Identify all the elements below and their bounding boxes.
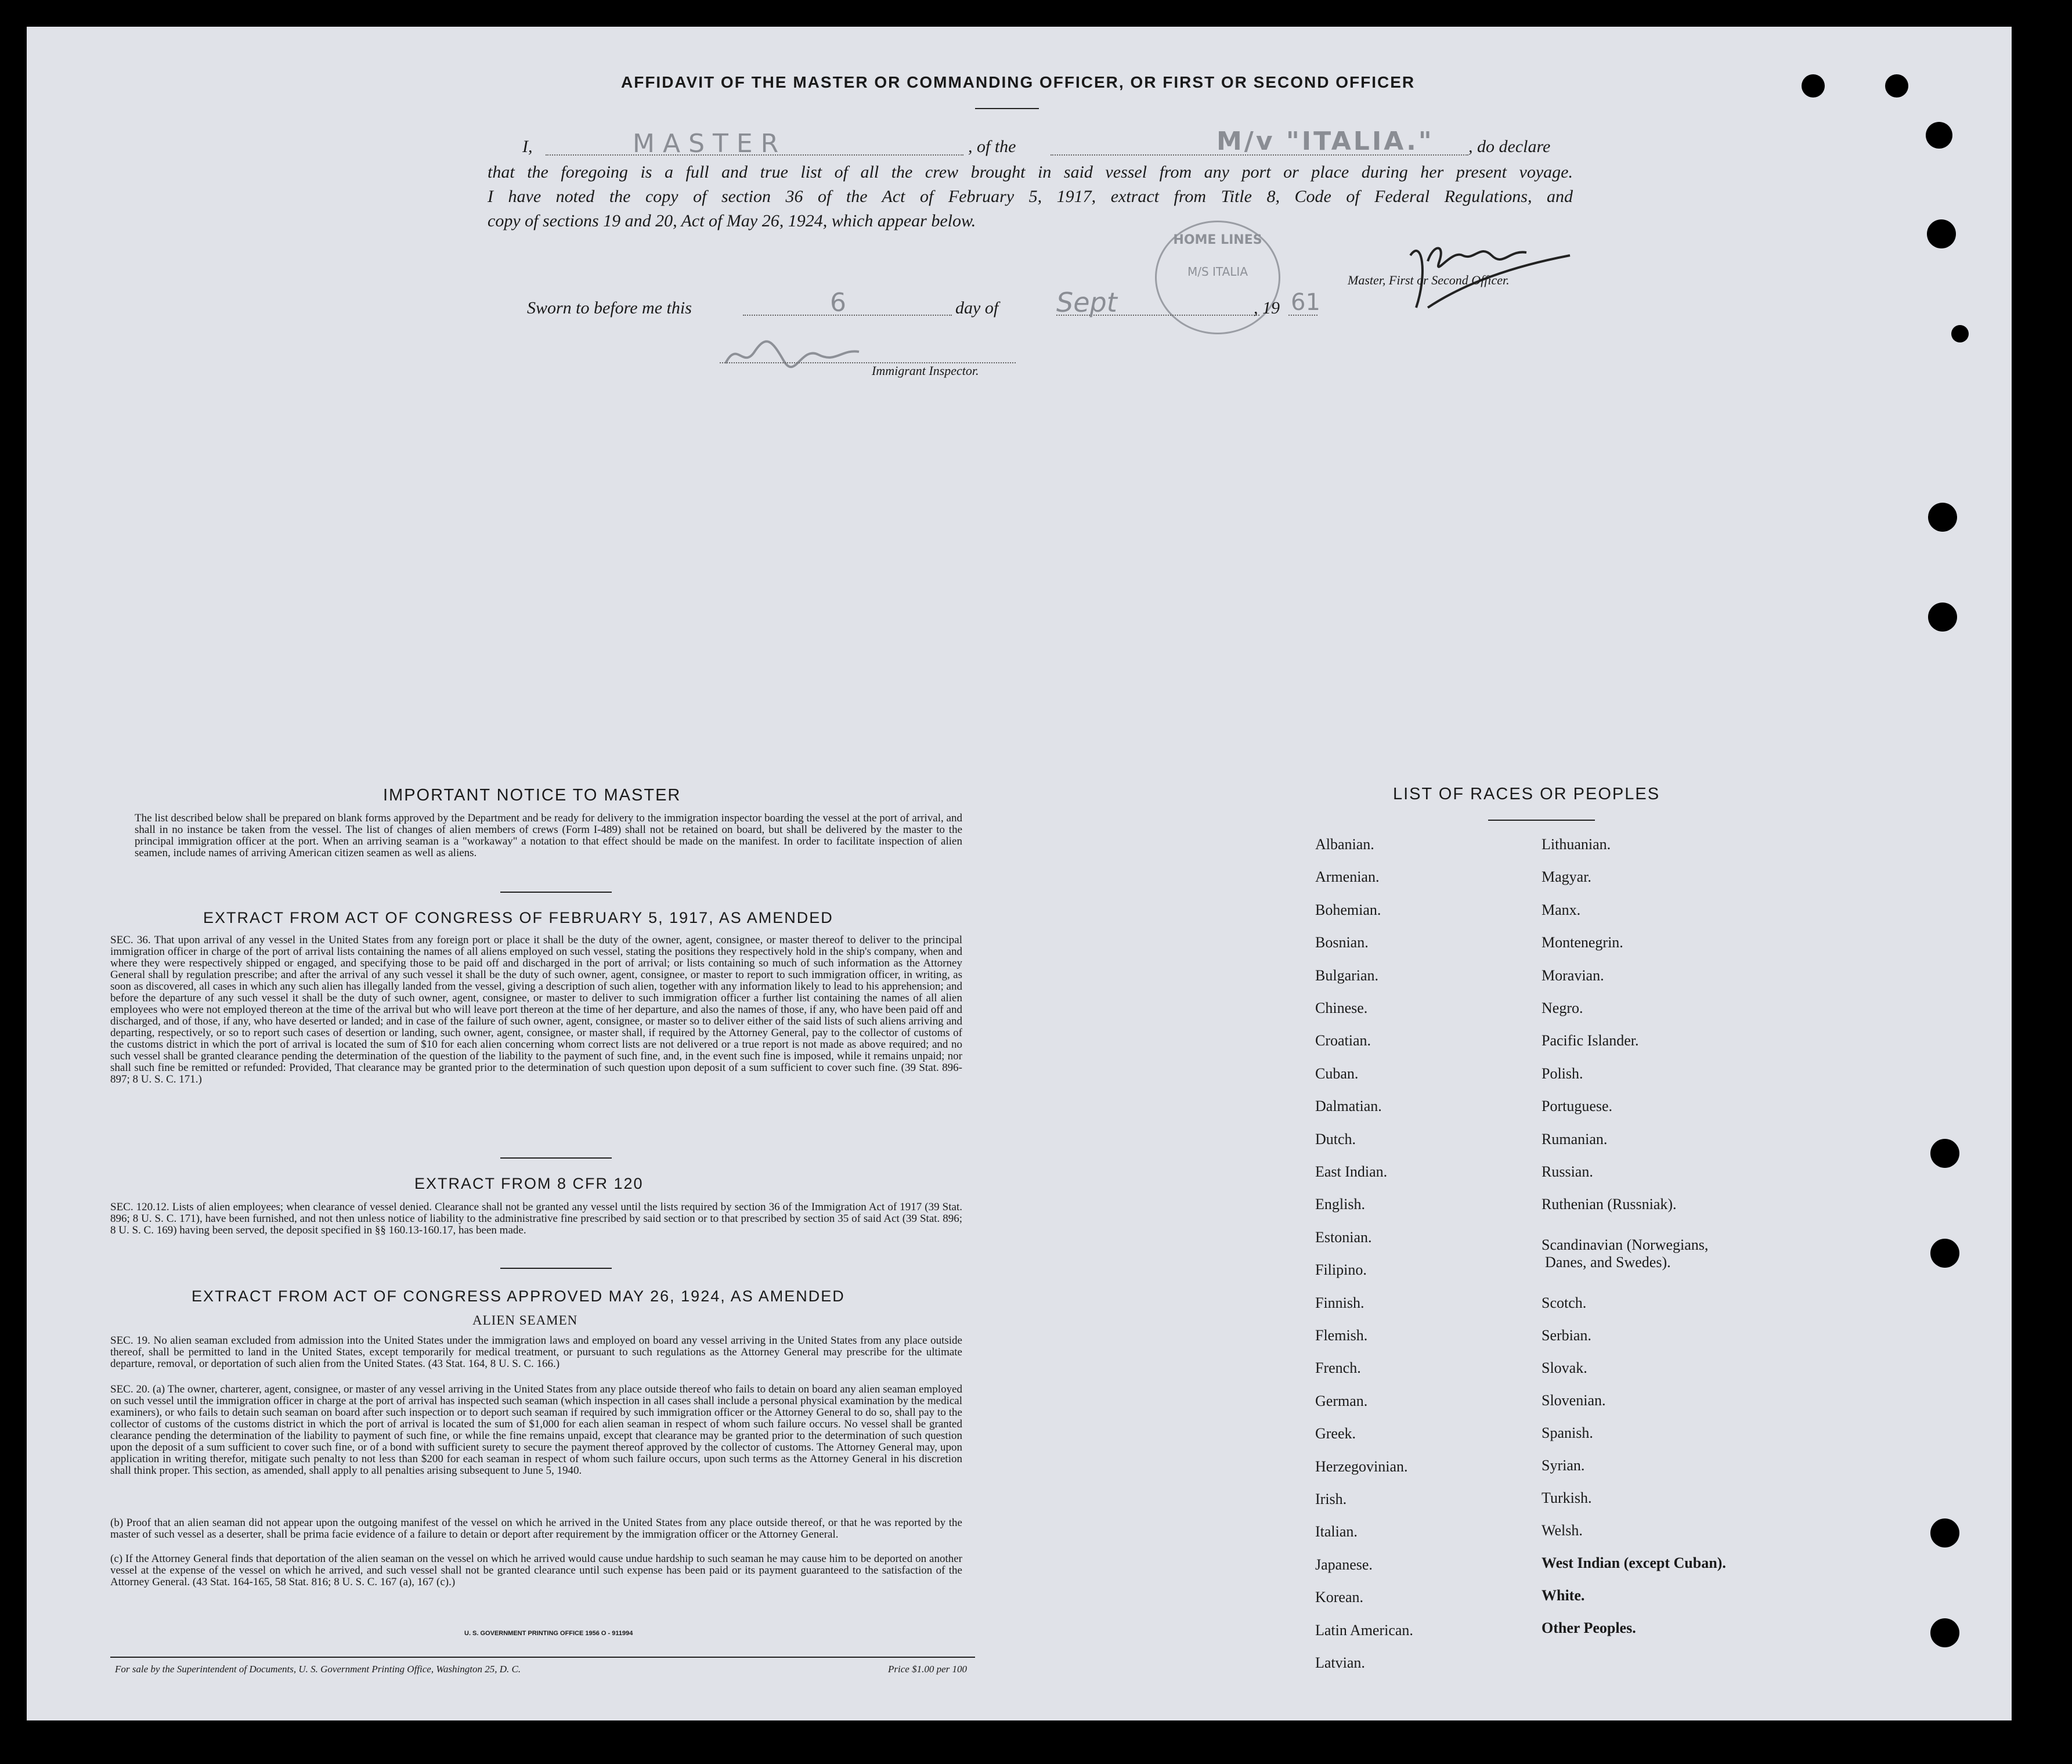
master-name-value: MASTER <box>633 129 787 158</box>
race-item: Serbian. <box>1542 1327 1591 1344</box>
day-value: 6 <box>830 288 846 318</box>
race-item: Manx. <box>1542 901 1581 918</box>
race-item: Magyar. <box>1542 868 1591 885</box>
race-item: Finnish. <box>1315 1294 1365 1311</box>
punch-hole <box>1930 1518 1959 1547</box>
race-item: Armenian. <box>1315 868 1380 886</box>
race-item: Irish. <box>1315 1491 1347 1507</box>
punch-hole <box>1930 1139 1959 1168</box>
race-item: German. <box>1315 1392 1368 1409</box>
sec-20c: (c) If the Attorney General finds that deportation of the alien seaman on the vessel on which he arrived would cause undue hardship to such seaman he may cause him to be deported on another vessel at the expense of the vessel on which he arrived, and such vessel shall not be granted clearance until such expense has been paid or its payment guaranteed to the satisfaction of the Attorney General. (43 Stat. 164-165, 58 Stat. 816; 8 U. S. C. 167 (a), 167 (c).) <box>110 1553 962 1588</box>
race-item: English. <box>1315 1196 1365 1213</box>
sworn-label: Sworn to before me this <box>527 298 692 318</box>
race-item: Scotch. <box>1542 1294 1587 1311</box>
race-item: Bosnian. <box>1315 934 1369 951</box>
race-item: Rumanian. <box>1542 1131 1608 1148</box>
race-item: Polish. <box>1542 1065 1583 1082</box>
race-item: French. <box>1315 1359 1361 1377</box>
race-item: Latvian. <box>1315 1654 1365 1671</box>
punch-hole <box>1930 1239 1959 1268</box>
punch-hole <box>1928 503 1957 532</box>
stamp-mid-text: M/S ITALIA <box>1187 265 1248 279</box>
of-the-label: , of the <box>968 137 1016 156</box>
race-item: Flemish. <box>1315 1327 1368 1344</box>
i-label: I, <box>522 137 533 156</box>
punch-hole <box>1930 1618 1959 1647</box>
notice-body: The list described below shall be prepared on blank forms approved by the Department and be ready for delivery to the immigration inspector boarding the vessel at the port of arrival, and shall in no instance be taken from the vessel. The list of changes of alien members of crews (Form I-489) shall not be retained on board, but shall be delivered by the master to the principal immigration officer at the port. When an arriving seaman is a "workaway" a notation to that effect should be made on the manifest. In order to facilitate inspection of alien seamen, include names of arriving American citizen seamen as well as aliens. <box>135 812 962 859</box>
affidavit-line-3: I have noted the copy of section 36 of the Act of February 5, 1917, extract from Title 8, Code of Federal Regulations, and <box>488 187 1573 206</box>
race-item: Turkish. <box>1542 1489 1592 1506</box>
race-item: Bohemian. <box>1315 901 1381 918</box>
master-officer-label: Master, First or Second Officer. <box>1348 273 1510 287</box>
printing-office-line: U. S. GOVERNMENT PRINTING OFFICE 1956 O - 911994 <box>464 1630 633 1637</box>
sec-20b: (b) Proof that an alien seaman did not appear upon the outgoing manifest of the vessel on which he arrived in the United States from any place outside thereof, or that he was reported by the master of such vessel as a deserter, shall be prima facie evidence of a failure to detain or deport after requirement by the immigration officer or the Attorney General. <box>110 1517 962 1541</box>
race-item: Lithuanian. <box>1542 836 1611 853</box>
race-item: Other Peoples. <box>1542 1619 1636 1636</box>
race-item: Herzegovinian. <box>1315 1458 1408 1475</box>
race-item: Syrian. <box>1542 1457 1585 1474</box>
punch-hole <box>1802 74 1825 98</box>
do-declare-label: , do declare <box>1468 137 1551 156</box>
sec-19: SEC. 19. No alien seaman excluded from admission into the United States under the immigration laws and employed on board any vessel arriving in the United States from any place outside thereof, shall be permitted to land in the United States, except temporarily for medical treatment, or pursuant to such regulations as the Attorney General may prescribe for the ultimate departure, removal, or deportation of such alien from the United States. (43 Stat. 164, 8 U. S. C. 166.) <box>110 1334 962 1370</box>
race-item: Chinese. <box>1315 1000 1368 1016</box>
master-signature <box>1393 221 1579 319</box>
extract-cfr-body: SEC. 120.12. Lists of alien employees; when clearance of vessel denied. Clearance shall not be granted any vessel until the lists required by section 36 of the Immigration Act of 1917 (39 Stat. 896; 8 U. S. C. 171), have been furnished, and not then unless notice of liability to the administrative fine prescribed by said section or to that prescribed by section 35 of said Act (39 Stat. 896; 8 U. S. C. 169) having been served, the deposit specified in §§ 160.13-160.17, has been made. <box>110 1201 962 1236</box>
race-item: West Indian (except Cuban). <box>1542 1554 1726 1571</box>
race-item: Estonian. <box>1315 1228 1372 1246</box>
sec-20a: SEC. 20. (a) The owner, charterer, agent, consignee, or master of any vessel arriving in the United States from any place outside thereof who fails to detain on board any alien seaman employed on such vessel until the immigration officer in charge at the port of arrival has inspected such seaman (which inspection in all cases shall include a personal physical examination by the medical examiners), or who fails to detain such seaman on board after such inspection or to deport such seaman if required by such immigration officer or the Attorney General to do so, shall pay to the collector of customs of the customs district in which the port of arrival is located the sum of $1,000 for each alien seaman in respect of whom such failure occurs. No vessel shall be granted clearance pending the determination of the liability to payment of such fine, or while the fine remains unpaid, except that clearance may be granted prior to the determination of such question upon the deposit of a sum sufficient to cover such fine, or of a bond with sufficient surety to secure the payment thereof approved by the collector of customs. The Attorney General may, upon application in writing therefor, mitigate such penalty to not less than $200 for each seaman in respect of whom such failure occurs, upon such terms as the Attorney General in his discretion shall think proper. This section, as amended, shall apply to all penalties arising subsequent to June 5, 1940. <box>110 1383 962 1477</box>
extract-cfr-title: EXTRACT FROM 8 CFR 120 <box>414 1175 644 1192</box>
race-item: Bulgarian. <box>1315 966 1379 984</box>
affidavit-line-2: that the foregoing is a full and true list of all the crew brought in said vessel from any port or place during her present voyage. <box>488 163 1573 182</box>
divider <box>500 1157 612 1159</box>
affidavit-line-4: copy of sections 19 and 20, Act of May 26, 1924, which appear below. <box>488 211 976 230</box>
for-sale-note: For sale by the Superintendent of Documents, U. S. Government Printing Office, Washington 25, D. C. <box>115 1664 521 1675</box>
divider <box>500 892 612 893</box>
races-divider <box>1488 820 1595 821</box>
race-item: Japanese. <box>1315 1556 1373 1573</box>
inspector-label: Immigrant Inspector. <box>872 363 979 378</box>
race-item: East Indian. <box>1315 1163 1388 1180</box>
vessel-name-value: M/v "ITALIA." <box>1217 127 1434 156</box>
race-item: Moravian. <box>1542 967 1604 984</box>
race-item: Dalmatian. <box>1315 1098 1382 1115</box>
extract-1917-title: EXTRACT FROM ACT OF CONGRESS OF FEBRUARY 5, 1917, AS AMENDED <box>203 909 833 926</box>
day-of-label: day of <box>955 298 999 318</box>
race-item: Portuguese. <box>1542 1098 1613 1114</box>
punch-hole <box>1927 219 1956 248</box>
race-item: Italian. <box>1315 1523 1358 1541</box>
race-item: Slovak. <box>1542 1359 1587 1376</box>
day-line <box>743 315 952 316</box>
race-item: Pacific Islander. <box>1542 1032 1639 1049</box>
race-item: Filipino. <box>1315 1261 1367 1279</box>
race-item: Montenegrin. <box>1542 934 1623 951</box>
race-item: Croatian. <box>1315 1032 1371 1049</box>
race-item: Scandinavian (Norwegians, <box>1542 1236 1709 1253</box>
race-item: Greek. <box>1315 1425 1356 1442</box>
affidavit-title: AFFIDAVIT OF THE MASTER OR COMMANDING OFFICER, OR FIRST OR SECOND OFFICER <box>621 73 1416 91</box>
race-item: Russian. <box>1542 1163 1593 1180</box>
stamp-top-text: HOME LINES <box>1173 233 1262 247</box>
price-note: Price $1.00 per 100 <box>888 1664 967 1675</box>
punch-hole <box>1928 603 1957 632</box>
race-item: Albanian. <box>1315 836 1374 853</box>
race-item: Slovenian. <box>1542 1392 1606 1409</box>
extract-1924-title: EXTRACT FROM ACT OF CONGRESS APPROVED MAY 26, 1924, AS AMENDED <box>192 1287 845 1305</box>
race-item: Korean. <box>1315 1589 1364 1606</box>
race-item: Negro. <box>1542 1000 1583 1016</box>
notice-title: IMPORTANT NOTICE TO MASTER <box>383 786 681 805</box>
race-item: White. <box>1542 1587 1585 1604</box>
race-item: Latin American. <box>1315 1621 1413 1639</box>
month-value: Sept <box>1056 287 1117 318</box>
race-item: Cuban. <box>1315 1065 1359 1082</box>
footer-rule <box>110 1657 975 1658</box>
punch-hole <box>1951 325 1969 342</box>
punch-hole <box>1885 74 1908 98</box>
race-item: Dutch. <box>1315 1130 1356 1148</box>
title-rule <box>975 108 1039 109</box>
alien-seamen-subtitle: ALIEN SEAMEN <box>472 1313 578 1327</box>
divider <box>500 1268 612 1269</box>
races-title: LIST OF RACES OR PEOPLES <box>1393 785 1661 803</box>
race-item: Ruthenian (Russniak). <box>1542 1196 1677 1213</box>
race-item: Spanish. <box>1542 1424 1593 1441</box>
punch-hole <box>1926 122 1952 149</box>
race-item: Danes, and Swedes). <box>1545 1254 1671 1271</box>
year-value: 61 <box>1291 289 1320 316</box>
inspector-signature <box>720 329 871 375</box>
extract-1917-body: SEC. 36. That upon arrival of any vessel in the United States from any foreign port or place it shall be the duty of the owner, agent, consignee, or master thereof to deliver to the principal immigration officer in charge of the port of arrival lists containing the names of all aliens employed on such vessel, stating the positions they respectively hold in the ship's company, when and where they were respectively shipped or engaged, and specifying those to be paid off and discharged in the port of arrival; or lists containing so much of such information as the Attorney General shall by regulation prescribe; and after the arrival of any such vessel it shall be the duty of such owner, agent, consignee, or master to report to such immigration officer, in writing, as soon as discovered, all cases in which any such alien has illegally landed from the vessel, giving a description of such alien, together with any information likely to lead to his apprehension; and before the departure of any such vessel it shall be the duty of such owner, agent, consignee, or master to deliver to such immigration officer a further list containing the names of all alien employees who were not employed thereon at the time of the arrival but who will leave port thereon at the time of her departure, and also the names of those, if any, who have been paid off and discharged, and of those, if any, who have deserted or landed; and in case of the failure of such owner, agent, consignee, or master so to deliver either of the said lists of such aliens arriving and departing, respectively, or so to report such cases of desertion or landing, such owner, agent, consignee, or master shall, if required by the Attorney General, pay to the collector of customs of the customs district in which the port of arrival is located the sum of $10 for each alien concerning whom correct lists are not delivered or a true report is not made as above required; and no such vessel shall be granted clearance pending the determination of the question of the liability to the payment of such fine, and, in the event such fine is imposed, while it remains unpaid; nor shall such fine be remitted or refunded: Provided, That clearance may be granted prior to the determination of such question upon deposit of a sum sufficient to cover such fine. (39 Stat. 896-897; 8 U. S. C. 171.) <box>110 934 962 1085</box>
race-item: Welsh. <box>1542 1522 1583 1539</box>
year-prefix: , 19 <box>1254 298 1280 318</box>
